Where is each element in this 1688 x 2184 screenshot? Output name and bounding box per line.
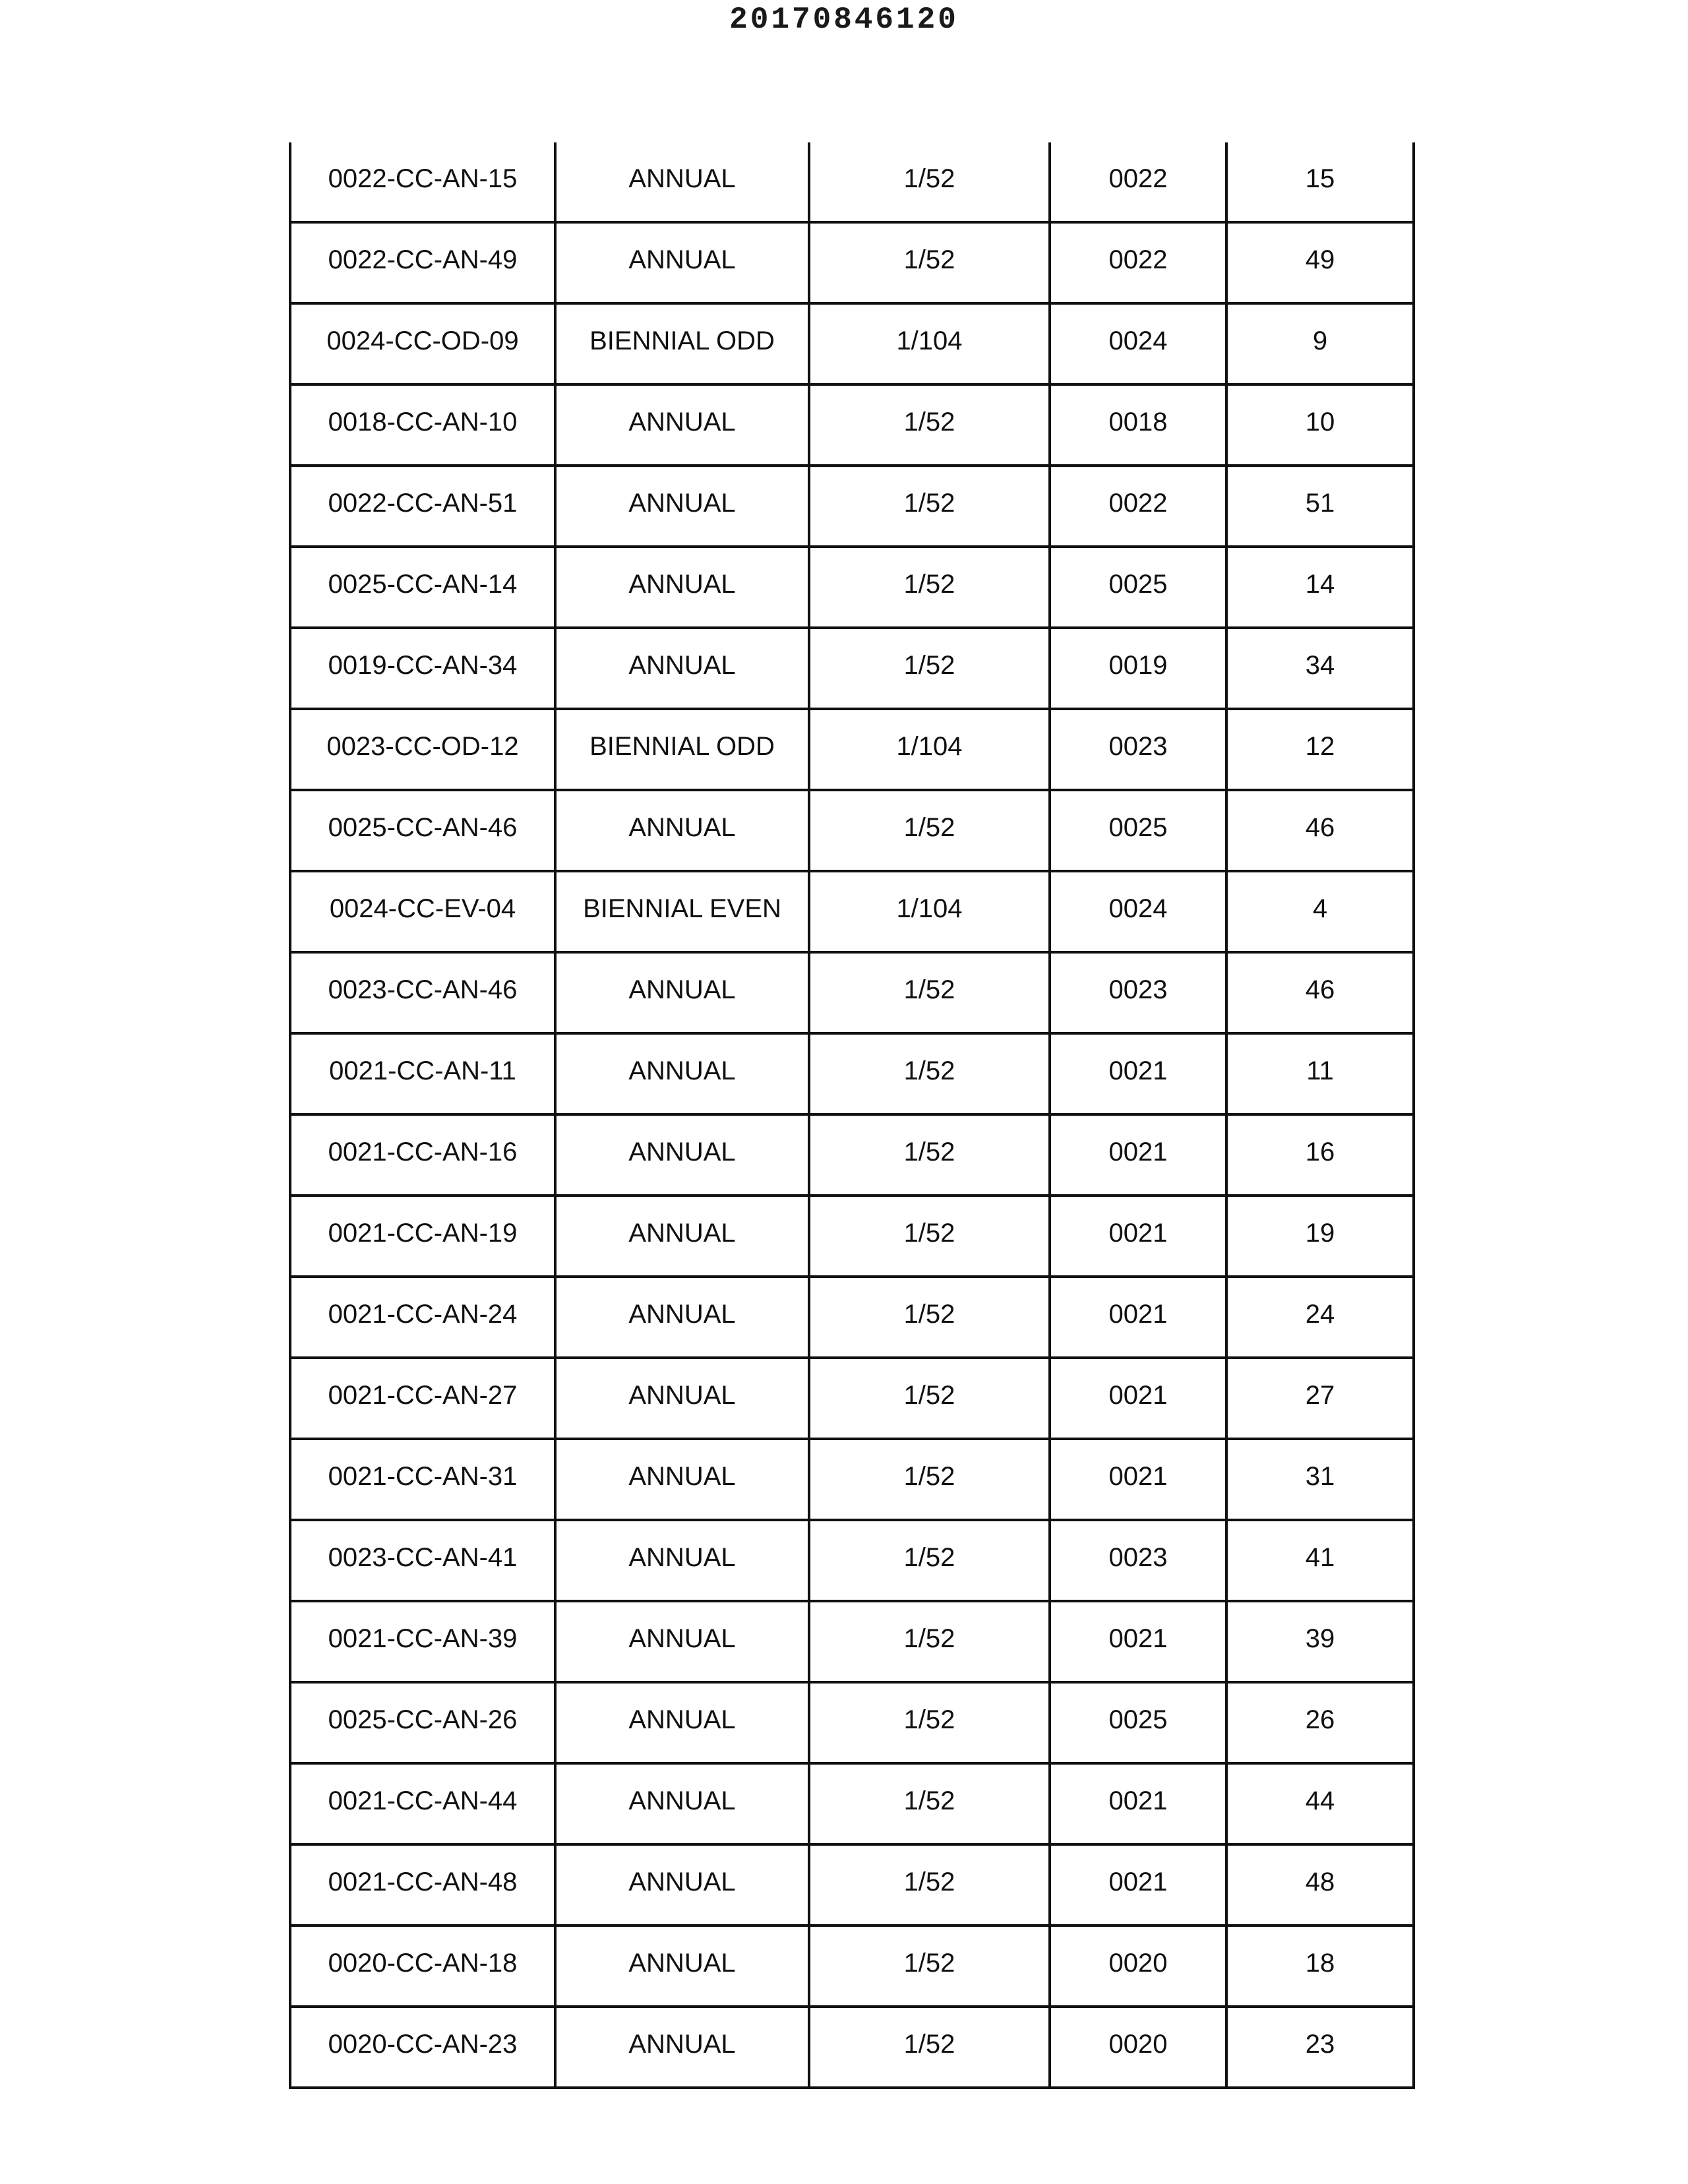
cell-frequency: ANNUAL — [555, 1196, 809, 1277]
cell-code: 0025-CC-AN-26 — [290, 1682, 555, 1763]
cell-frequency: ANNUAL — [555, 1277, 809, 1358]
cell-ratio: 1/52 — [809, 1114, 1050, 1196]
cell-group: 0023 — [1050, 1520, 1226, 1601]
cell-frequency: ANNUAL — [555, 222, 809, 303]
cell-code: 0022-CC-AN-15 — [290, 142, 555, 222]
table-row — [290, 222, 1414, 303]
table-row — [290, 709, 1414, 790]
cell-week: 34 — [1226, 628, 1414, 709]
cell-group: 0025 — [1050, 1682, 1226, 1763]
cell-code: 0021-CC-AN-31 — [290, 1439, 555, 1520]
table-row — [290, 142, 1414, 222]
cell-group: 0018 — [1050, 384, 1226, 466]
cell-group: 0022 — [1050, 222, 1226, 303]
cell-week: 14 — [1226, 547, 1414, 628]
cell-week: 31 — [1226, 1439, 1414, 1520]
cell-group: 0020 — [1050, 2007, 1226, 2088]
cell-frequency: ANNUAL — [555, 1601, 809, 1682]
table-row — [290, 628, 1414, 709]
cell-ratio: 1/52 — [809, 384, 1050, 466]
cell-code: 0022-CC-AN-49 — [290, 222, 555, 303]
cell-code: 0020-CC-AN-23 — [290, 2007, 555, 2088]
cell-week: 15 — [1226, 142, 1414, 222]
table-row — [290, 1358, 1414, 1439]
cell-frequency: ANNUAL — [555, 790, 809, 871]
cell-frequency: ANNUAL — [555, 1926, 809, 2007]
cell-ratio: 1/52 — [809, 466, 1050, 547]
cell-ratio: 1/104 — [809, 871, 1050, 952]
cell-group: 0025 — [1050, 790, 1226, 871]
cell-ratio: 1/52 — [809, 1033, 1050, 1114]
cell-group: 0021 — [1050, 1358, 1226, 1439]
cell-code: 0021-CC-AN-48 — [290, 1844, 555, 1926]
cell-code: 0022-CC-AN-51 — [290, 466, 555, 547]
cell-week: 4 — [1226, 871, 1414, 952]
table-row — [290, 871, 1414, 952]
cell-code: 0025-CC-AN-46 — [290, 790, 555, 871]
cell-week: 39 — [1226, 1601, 1414, 1682]
cell-ratio: 1/104 — [809, 709, 1050, 790]
table-row — [290, 1601, 1414, 1682]
cell-group: 0024 — [1050, 303, 1226, 384]
schedule-table-container — [289, 142, 1412, 2089]
cell-code: 0023-CC-AN-46 — [290, 952, 555, 1033]
cell-ratio: 1/52 — [809, 1601, 1050, 1682]
cell-week: 27 — [1226, 1358, 1414, 1439]
cell-week: 11 — [1226, 1033, 1414, 1114]
table-row — [290, 1520, 1414, 1601]
cell-frequency: ANNUAL — [555, 1439, 809, 1520]
cell-week: 51 — [1226, 466, 1414, 547]
cell-code: 0020-CC-AN-18 — [290, 1926, 555, 2007]
cell-code: 0021-CC-AN-27 — [290, 1358, 555, 1439]
cell-ratio: 1/52 — [809, 1439, 1050, 1520]
table-row — [290, 1763, 1414, 1844]
cell-group: 0021 — [1050, 1033, 1226, 1114]
table-row — [290, 303, 1414, 384]
table-row — [290, 1926, 1414, 2007]
cell-week: 19 — [1226, 1196, 1414, 1277]
cell-week: 12 — [1226, 709, 1414, 790]
cell-frequency: ANNUAL — [555, 1844, 809, 1926]
cell-frequency: ANNUAL — [555, 952, 809, 1033]
cell-frequency: ANNUAL — [555, 466, 809, 547]
cell-group: 0022 — [1050, 466, 1226, 547]
table-row — [290, 384, 1414, 466]
cell-code: 0021-CC-AN-44 — [290, 1763, 555, 1844]
cell-code: 0021-CC-AN-39 — [290, 1601, 555, 1682]
cell-week: 49 — [1226, 222, 1414, 303]
cell-ratio: 1/52 — [809, 628, 1050, 709]
table-row — [290, 1033, 1414, 1114]
cell-code: 0024-CC-EV-04 — [290, 871, 555, 952]
cell-frequency: ANNUAL — [555, 384, 809, 466]
cell-frequency: ANNUAL — [555, 1682, 809, 1763]
cell-group: 0024 — [1050, 871, 1226, 952]
table-row — [290, 1682, 1414, 1763]
cell-code: 0021-CC-AN-19 — [290, 1196, 555, 1277]
cell-ratio: 1/52 — [809, 1682, 1050, 1763]
cell-ratio: 1/52 — [809, 2007, 1050, 2088]
cell-frequency: ANNUAL — [555, 547, 809, 628]
cell-code: 0024-CC-OD-09 — [290, 303, 555, 384]
table-row — [290, 1277, 1414, 1358]
cell-group: 0023 — [1050, 952, 1226, 1033]
cell-ratio: 1/52 — [809, 952, 1050, 1033]
cell-group: 0019 — [1050, 628, 1226, 709]
table-row — [290, 1114, 1414, 1196]
cell-frequency: ANNUAL — [555, 1520, 809, 1601]
cell-frequency: ANNUAL — [555, 628, 809, 709]
cell-code: 0025-CC-AN-14 — [290, 547, 555, 628]
cell-ratio: 1/52 — [809, 222, 1050, 303]
cell-week: 10 — [1226, 384, 1414, 466]
schedule-table-body — [290, 142, 1414, 2088]
cell-frequency: ANNUAL — [555, 2007, 809, 2088]
cell-week: 23 — [1226, 2007, 1414, 2088]
cell-group: 0021 — [1050, 1844, 1226, 1926]
schedule-table — [289, 142, 1415, 2089]
cell-code: 0023-CC-AN-41 — [290, 1520, 555, 1601]
cell-code: 0021-CC-AN-24 — [290, 1277, 555, 1358]
cell-frequency: BIENNIAL ODD — [555, 709, 809, 790]
cell-week: 18 — [1226, 1926, 1414, 2007]
cell-ratio: 1/52 — [809, 1844, 1050, 1926]
cell-code: 0019-CC-AN-34 — [290, 628, 555, 709]
table-row — [290, 1844, 1414, 1926]
cell-frequency: ANNUAL — [555, 1358, 809, 1439]
cell-week: 26 — [1226, 1682, 1414, 1763]
table-row — [290, 790, 1414, 871]
cell-group: 0021 — [1050, 1277, 1226, 1358]
cell-group: 0021 — [1050, 1439, 1226, 1520]
cell-frequency: ANNUAL — [555, 142, 809, 222]
cell-code: 0023-CC-OD-12 — [290, 709, 555, 790]
cell-week: 24 — [1226, 1277, 1414, 1358]
cell-ratio: 1/52 — [809, 547, 1050, 628]
cell-week: 46 — [1226, 952, 1414, 1033]
cell-week: 48 — [1226, 1844, 1414, 1926]
cell-week: 46 — [1226, 790, 1414, 871]
cell-week: 44 — [1226, 1763, 1414, 1844]
cell-group: 0021 — [1050, 1601, 1226, 1682]
cell-group: 0021 — [1050, 1114, 1226, 1196]
cell-group: 0020 — [1050, 1926, 1226, 2007]
cell-frequency: BIENNIAL ODD — [555, 303, 809, 384]
cell-ratio: 1/52 — [809, 1763, 1050, 1844]
cell-ratio: 1/52 — [809, 142, 1050, 222]
cell-ratio: 1/52 — [809, 1358, 1050, 1439]
cell-frequency: ANNUAL — [555, 1033, 809, 1114]
cell-code: 0021-CC-AN-16 — [290, 1114, 555, 1196]
cell-week: 16 — [1226, 1114, 1414, 1196]
cell-code: 0018-CC-AN-10 — [290, 384, 555, 466]
table-row — [290, 1196, 1414, 1277]
table-row — [290, 952, 1414, 1033]
cell-ratio: 1/52 — [809, 1520, 1050, 1601]
table-row — [290, 2007, 1414, 2088]
cell-week: 9 — [1226, 303, 1414, 384]
cell-frequency: ANNUAL — [555, 1114, 809, 1196]
cell-frequency: ANNUAL — [555, 1763, 809, 1844]
cell-ratio: 1/52 — [809, 790, 1050, 871]
table-row — [290, 1439, 1414, 1520]
document-number: 20170846120 — [729, 3, 959, 37]
table-row — [290, 547, 1414, 628]
cell-week: 41 — [1226, 1520, 1414, 1601]
cell-group: 0021 — [1050, 1763, 1226, 1844]
cell-group: 0021 — [1050, 1196, 1226, 1277]
cell-group: 0025 — [1050, 547, 1226, 628]
cell-code: 0021-CC-AN-11 — [290, 1033, 555, 1114]
cell-ratio: 1/52 — [809, 1196, 1050, 1277]
cell-ratio: 1/52 — [809, 1926, 1050, 2007]
cell-group: 0023 — [1050, 709, 1226, 790]
table-row — [290, 466, 1414, 547]
cell-group: 0022 — [1050, 142, 1226, 222]
cell-ratio: 1/104 — [809, 303, 1050, 384]
cell-frequency: BIENNIAL EVEN — [555, 871, 809, 952]
cell-ratio: 1/52 — [809, 1277, 1050, 1358]
